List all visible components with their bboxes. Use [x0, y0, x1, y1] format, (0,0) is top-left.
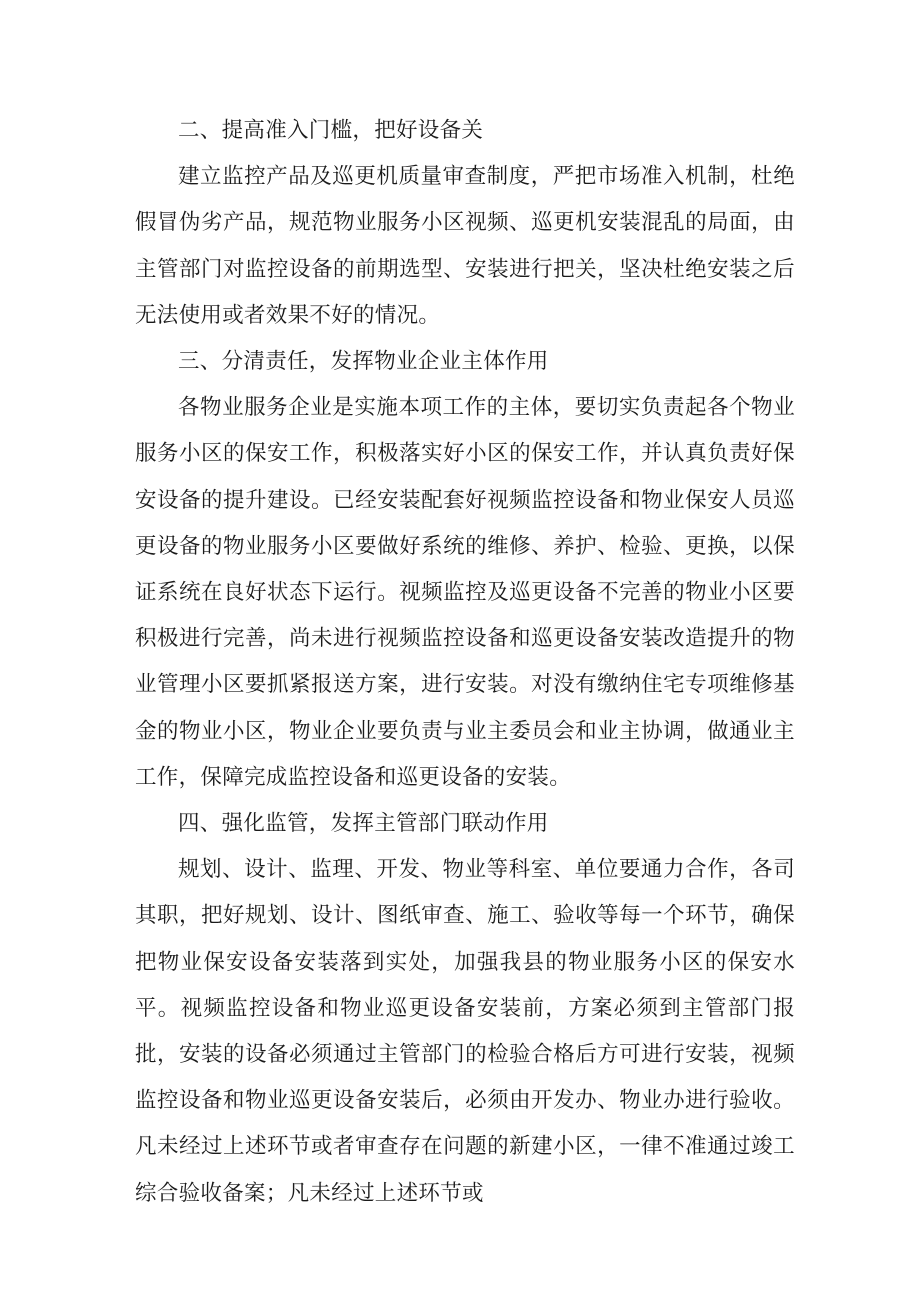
- document-body: [135, 108, 795, 1217]
- section-heading-4: 四、强化监管，发挥主管部门联动作用: [178, 811, 549, 837]
- section-paragraph-2: 建立监控产品及巡更机质量审查制度，严把市场准入机制，杜绝假冒伪劣产品，规范物业服务小区视频、巡更机安装混乱的局面，由主管部门对监控设备的前期选型、安装进行把关，坚决杜绝安装之后无法使用或者效果不好的情况。: [135, 164, 795, 328]
- section-paragraph-3: 各物业服务企业是实施本项工作的主体，要切实负责起各个物业服务小区的保安工作，积极落实好小区的保安工作，并认真负责好保安设备的提升建设。已经安装配套好视频监控设备和物业保安人员巡更设备的物业服务小区要做好系统的维修、养护、检验、更换，以保证系统在良好状态下运行。视频监控及巡更设备不完善的物业小区要积极进行完善，尚未进行视频监控设备和巡更设备安装改造提升的物业管理小区要抓紧报送方案，进行安装。对没有缴纳住宅专项维修基金的物业小区，物业企业要负责与业主委员会和业主协调，做通业主工作，保障完成监控设备和巡更设备的安装。: [135, 395, 795, 790]
- section-heading-2: 二、提高准入门槛，把好设备关: [178, 118, 484, 143]
- section-heading-3: 三、分清责任，发挥物业企业主体作用: [178, 349, 549, 375]
- section-paragraph-4: 规划、设计、监理、开发、物业等科室、单位要通力合作，各司其职，把好规划、设计、图纸审查、施工、验收等每一个环节，确保把物业保安设备安装落到实处，加强我县的物业服务小区的保安水平。视频监控设备和物业巡更设备安装前，方案必须到主管部门报批，安装的设备必须通过主管部门的检验合格后方可进行安装，视频监控设备和物业巡更设备安装后，必须由开发办、物业办进行验收。凡未经过上述环节或者审查存在问题的新建小区，一律不准通过竣工综合验收备案；凡未经过上述环节或: [135, 857, 795, 1206]
